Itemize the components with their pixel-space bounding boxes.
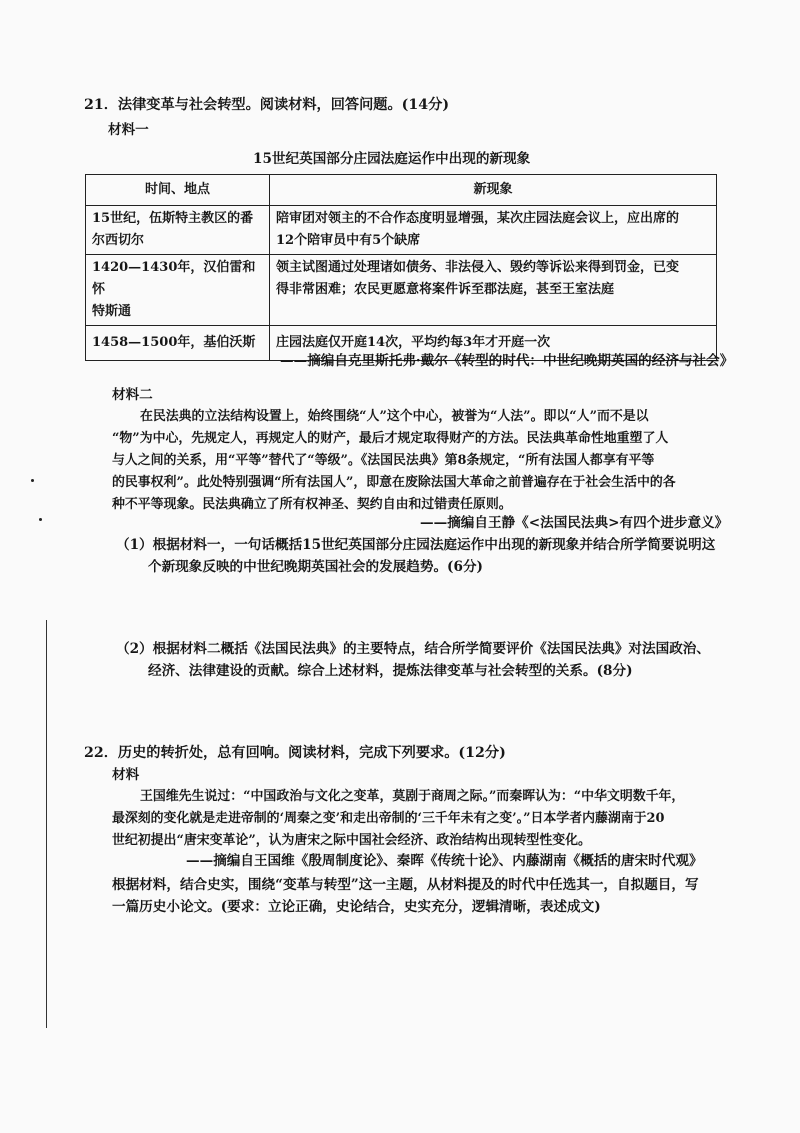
text-line: 世纪初提出“唐宋变革论”，认为唐宋之际中国社会经济、政治结构出现转型性变化。 xyxy=(112,833,591,848)
table-cell-phenomenon xyxy=(270,255,717,326)
table-title: 15世纪英国部分庄园法庭运作中出现的新现象 xyxy=(253,151,531,167)
essay-task xyxy=(112,874,699,918)
cell-line: 陪审团对领主的不合作态度明显增强，某次庄园法庭会议上，应出席的 xyxy=(276,211,680,226)
material-1-label: 材料一 xyxy=(108,122,149,138)
question-21-heading: 21．法律变革与社会转型。阅读材料，回答问题。(14分) xyxy=(84,97,450,113)
cell-line: 1420—1430年，汉伯雷和怀 xyxy=(92,260,256,297)
text-line: 王国维先生说过：“中国政治与文化之变革，莫剧于商周之际。”而秦晖认为：“中华文明数千年， xyxy=(140,789,685,804)
sub-question-2 xyxy=(116,638,710,682)
table-header-cell: 时间、地点 xyxy=(86,175,270,206)
material-source: ——摘编自王国维《殷周制度论》、秦晖《传统十论》、内藤湖南《概括的唐宋时代观》 xyxy=(186,853,703,869)
cell-line: 特斯通 xyxy=(92,304,132,319)
text-line: 经济、法律建设的贡献。综合上述材料，提炼法律变革与社会转型的关系。(8分) xyxy=(148,663,633,679)
material-1-source: ——摘编自克里斯托弗·戴尔《转型的时代：中世纪晚期英国的经济与社会》 xyxy=(280,353,734,369)
material-1-table xyxy=(85,174,717,361)
cell-line: 1458—1500年，基伯沃斯 xyxy=(92,335,256,350)
sub-question-1 xyxy=(116,534,715,578)
cell-line: 庄园法庭仅开庭14次，平均约每3年才开庭一次 xyxy=(276,335,551,350)
cell-line: 领主试图通过处理诸如债务、非法侵入、毁约等诉讼来得到罚金，已变 xyxy=(276,260,680,275)
table-header-cell: 新现象 xyxy=(270,175,717,206)
cell-line: 12个陪审员中有5个缺席 xyxy=(276,233,421,248)
text-line: 的民事权利”。此处特别强调“所有法国人”，即意在废除法国大革命之前普遍存在于社会生活中的各 xyxy=(112,475,676,490)
margin-line xyxy=(46,620,47,1028)
text-line: （1）根据材料一，一句话概括15世纪英国部分庄园法庭运作中出现的新现象并结合所学简要说明这 xyxy=(116,537,716,553)
cell-line: 尔西切尔 xyxy=(92,233,145,248)
table-cell-place xyxy=(86,255,270,326)
text-line: 种不平等现象。民法典确立了所有权神圣、契约自由和过错责任原则。 xyxy=(112,497,512,512)
table-row xyxy=(86,255,717,326)
question-22-heading: 22．历史的转折处，总有回响。阅读材料，完成下列要求。(12分) xyxy=(84,745,506,761)
text-line: 根据材料，结合史实，围绕“变革与转型”这一主题，从材料提及的时代中任选其一，自拟题目，写 xyxy=(112,877,699,893)
text-line: 在民法典的立法结构设置上，始终围绕“人”这个中心，被誉为“人法”。即以“人”而不是以 xyxy=(140,409,649,424)
scan-mark xyxy=(31,479,34,482)
table-cell-phenomenon xyxy=(270,206,717,255)
table-cell-place xyxy=(86,206,270,255)
material-2-label: 材料二 xyxy=(112,387,153,403)
scan-mark xyxy=(39,518,42,521)
table-header-row xyxy=(86,175,717,206)
material-text xyxy=(112,786,684,852)
table-cell-place xyxy=(86,326,270,361)
material-2-text xyxy=(112,406,676,516)
table-row xyxy=(86,206,717,255)
text-line: “物”为中心，先规定人，再规定人的财产，最后才规定取得财产的方法。民法典革命性地重塑了人 xyxy=(112,431,669,446)
text-line: 一篇历史小论文。(要求：立论正确，史论结合，史实充分，逻辑清晰，表述成文) xyxy=(112,899,601,915)
cell-line: 得非常困难；农民更愿意将案件诉至郡法庭，甚至王室法庭 xyxy=(276,282,615,297)
cell-line: 15世纪，伍斯特主教区的番 xyxy=(92,211,254,226)
text-line: 与人之间的关系，用“平等”替代了“等级”。《法国民法典》第8条规定，“所有法国人都享有平等 xyxy=(112,453,655,468)
text-line: 个新现象反映的中世纪晚期英国社会的发展趋势。(6分) xyxy=(148,559,483,575)
text-line: （2）根据材料二概括《法国民法典》的主要特点，结合所学简要评价《法国民法典》对法国政治、 xyxy=(116,641,710,657)
text-line: 最深刻的变化就是走进帝制的‘周秦之变’和走出帝制的‘三千年未有之变’。”日本学者内藤湖南于20 xyxy=(112,811,665,826)
material-2-source: ——摘编自王静《<法国民法典>有四个进步意义》 xyxy=(420,515,729,531)
material-label: 材料 xyxy=(112,767,140,783)
